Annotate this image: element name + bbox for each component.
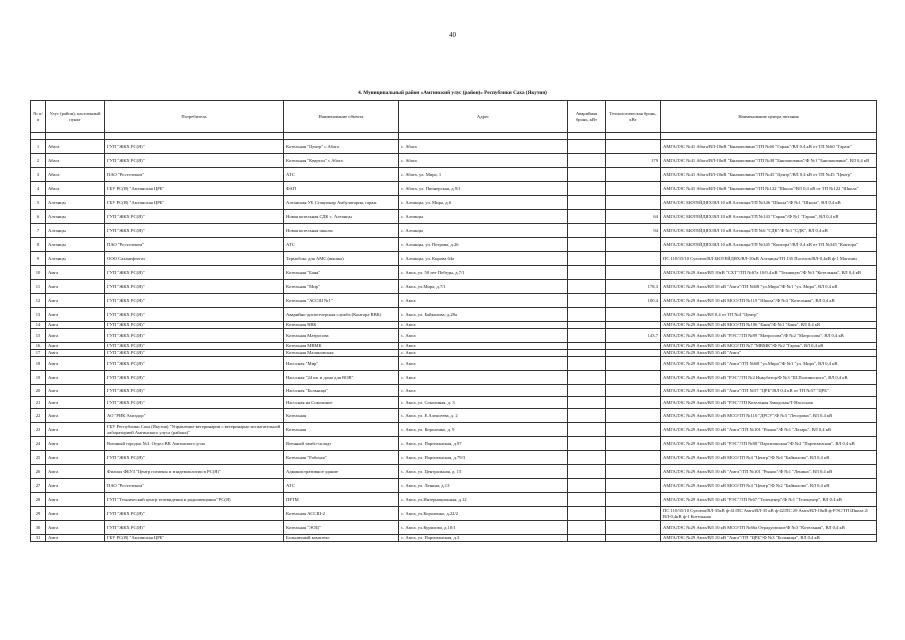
cell-consumer: ГУП "ЖКХ РС(Я)" [105,140,284,154]
cell-address: с. Амга [399,350,568,357]
cell-consumer: АО "РИК Амгадор" [105,409,284,423]
table-row [31,294,877,308]
cell-settlement: Амга [46,266,105,280]
cell-settlement: Амга [46,451,105,465]
cell-tech-reserve [606,521,661,535]
table-row [31,397,877,409]
cell-settlement: Алтанцы [46,252,105,266]
cell-power-center: АМГАЛЭС №29 Амга/ВЛ 0,4 от ТП №4 "Центр" [661,308,877,322]
cell-address: с. Амга [399,343,568,350]
cell-object: Котельная "Мир" [284,280,399,294]
cell-consumer: ГУП "ЖКХ РС(Я)" [105,371,284,385]
cell-settlement: Амга [46,493,105,507]
cell-address: с. Амга, ул. Ленина, д.13 [399,479,568,493]
header-address: Адрес [399,101,568,133]
cell-power-center: АМГАЛЭС №29 Амга/ВЛ 10 кВ "Амга"/ТП №6В "ул.Мира"/Ф №1 "ул. Мира", ВЛ 0,4 кВ [661,357,877,371]
cell-object: АТС [284,238,399,252]
table-row [31,465,877,479]
cell-settlement: Абага [46,168,105,182]
cell-emergency-reserve [568,521,606,535]
cell-num: 16 [31,343,46,350]
cell-address: с. Абага [399,140,568,154]
cell-num: 6 [31,210,46,224]
cell-emergency-reserve [568,168,606,182]
cell-num: 30 [31,521,46,535]
cell-tech-reserve [606,479,661,493]
cell-num: 26 [31,465,46,479]
cell-power-center: АМГАЛЭС №29 Амга/ВЛ 10 кВ "Амга"/ТП №101 "Рынок"/Ф №1 "Лазарь", ВЛ 0,4 кВ [661,423,877,437]
cell-power-center: АМГАЛЭС №29 Амга/ВЛ 10 кВ "РЭС"/ТП №67 "Телецентр"/Ф №1 "Телецентр", ВЛ 0,4 кВ [661,493,877,507]
cell-power-center: АМГАЛЭС №29 Амга/ВЛ 10 кВ "Амга"/ТП №101 "Рынок"/Ф №1 "Ленина", ВЛ 0,4 кВ [661,465,877,479]
cell-emergency-reserve [568,465,606,479]
cell-power-center: АМГАЛЭС №41 Абага/ВЛ-10кВ "Бянчаповина"/ТП №45 "Центр"/ВЛ 0,4 кВ от ТП №45 "Центр" [661,168,877,182]
table-row [31,308,877,322]
cell-tech-reserve [606,493,661,507]
cell-address: с. Амга [399,357,568,371]
cell-address: с. Амга [399,385,568,397]
page-number: 40 [449,31,456,39]
cell-consumer: ГУП "ЖКХ РС(Я)" [105,308,284,322]
cell-num: 27 [31,479,46,493]
cell-power-center: АМГАЛЭС №29 Амга/ВЛ 10 кВ МСО/ТП №106 "Баня"/Ф №1 "Баня", ВЛ 0,4 кВ [661,322,877,329]
cell-power-center: АМГАЛЭС №29 Амга/ВЛ 10 кВ МСО/ТП №4 "Центр"/Ф №4 "Байкалова", ВЛ 0,4 кВ [661,451,877,465]
cell-settlement: Абага [46,182,105,196]
cell-object: Котельная [284,423,399,437]
cell-power-center: АМГАЛЭС №41 Абага/ВЛ-10кВ "Бянчаповина"/ТП №60 "Гараж"/ВЛ 0,4 кВ от ТП №60 "Гараж" [661,140,877,154]
table-row [31,210,877,224]
cell-object: Котельная Малиновская [284,350,399,357]
table-body [31,133,877,542]
cell-emergency-reserve [568,357,606,371]
cell-emergency-reserve [568,507,606,521]
cell-object: Насосная "24 кв. и дома для ВОВ" [284,371,399,385]
cell-num: 7 [31,224,46,238]
spacer-row [31,133,877,140]
cell-num: 1 [31,140,46,154]
table-row [31,196,877,210]
cell-settlement: Амга [46,322,105,329]
cell-emergency-reserve [568,140,606,154]
cell-object: Котельная "Рабочая" [284,451,399,465]
cell-num: 14 [31,322,46,329]
cell-power-center: АМГАЛЭС №29 Амга/ВЛ 10 кВ МСО/ТП №66а Отрадуовское/Ф №3 "Котельная", ВЛ 0,4 кВ [661,521,877,535]
cell-object: Больничный комплекс [284,535,399,542]
cell-tech-reserve [606,397,661,409]
cell-consumer: Филиал ФБУЗ "Центр гигиены и эпидемиологии в РС(Я)" [105,465,284,479]
cell-consumer: ГБУ РС(Я) "Амгинская ЦРБ" [105,535,284,542]
cell-power-center: АМГАЛЭС БЮТЕЙДЯХ/ВЛ 10 кВ Алтанцы/ТП №143 "Гараж"/Ф №1 "Гараж", ВЛ 0,4 кВ [661,210,877,224]
cell-consumer: ООО Саханефтегаз [105,252,284,266]
cell-address: с. Алтанцы, ул. Мира, д.6 [399,196,568,210]
cell-consumer: ГУП "ЖКХ РС(Я)" [105,507,284,521]
cell-emergency-reserve [568,479,606,493]
cell-object: Аварийно-диспетчерская служба (Контора ВВК) [284,308,399,322]
cell-consumer: ГУП "ЖКХ РС(Я)" [105,266,284,280]
cell-power-center: АМГАЛЭС №29 Амга/ВЛ 10кВ "СХТ"/ТП №67а 10/0,4 кВ "Техникум"/Ф №3 "Котельная", ВЛ 0,4 кВ [661,266,877,280]
cell-address: с. Абага, ул. Мира, 1 [399,168,568,182]
cell-settlement: Амга [46,479,105,493]
cell-object: Новая котельная СДК с. Алтанцы [284,210,399,224]
cell-object: Котельная "АССШ №1" [284,294,399,308]
cell-tech-reserve [606,196,661,210]
cell-consumer: ГУП "ЖКХ РС(Я)" [105,451,284,465]
cell-tech-reserve [606,343,661,350]
table-row [31,409,877,423]
cell-tech-reserve: 100,4 [606,294,661,308]
cell-consumer: ПАО "Ростелеком" [105,479,284,493]
cell-address: с. Амга, ул. Короленко, д. 9 [399,423,568,437]
cell-object: ФАП [284,182,399,196]
cell-num: 17 [31,350,46,357]
table-row [31,423,877,437]
cell-settlement: Алтанцы [46,210,105,224]
cell-num: 4 [31,182,46,196]
cell-emergency-reserve [568,210,606,224]
cell-object: АТС [284,168,399,182]
table-row [31,507,877,521]
table-row [31,224,877,238]
cell-power-center: АМГАЛЭС БЮТЕЙДЯХ/ВЛ 10 кВ Алтанцы/ТП №6 "СДК"/Ф №1 "СДК", ВЛ 0,4 кВ [661,224,877,238]
header-power-center: Наименование центра питания [661,101,877,133]
table-row [31,329,877,343]
cell-num: 10 [31,266,46,280]
cell-power-center: АМГАЛЭС БЮТЕЙДЯХ/ВЛ 10 кВ Алтанцы/ТП №345 "Контора"/ВЛ 0,4 кВ от ТП №345 "Контора" [661,238,877,252]
cell-settlement: Амга [46,409,105,423]
cell-settlement: Амга [46,357,105,371]
cell-object: Котельная Матросова [284,329,399,343]
cell-emergency-reserve [568,196,606,210]
cell-consumer: ГУП "ЖКХ РС(Я)" [105,329,284,343]
cell-tech-reserve [606,437,661,451]
cell-num: 5 [31,196,46,210]
cell-tech-reserve [606,451,661,465]
cell-num: 21 [31,397,46,409]
cell-tech-reserve [606,371,661,385]
cell-tech-reserve [606,507,661,521]
cell-object: Термобокс для АМС (вышка) [284,252,399,266]
cell-consumer: ГУП "ЖКХ РС(Я)" [105,357,284,371]
cell-object: Котельная ВВК [284,322,399,329]
cell-consumer: ГУП "ЖКХ РС(Я)" [105,385,284,397]
cell-address: с. Амга, ул.Курилова, д.10/1 [399,521,568,535]
cell-address: с. Алтанцы [399,210,568,224]
cell-consumer: ГУП "ЖКХ РС(Я)" [105,397,284,409]
cell-address: с. Алтанцы, ул. Кирова 64а [399,252,568,266]
cell-num: 8 [31,238,46,252]
cell-consumer: ГБУ РС(Я) "Амгинская ЦРБ" [105,196,284,210]
cell-object: Котельная "Центр" с.Абага [284,140,399,154]
cell-object: Насосная на Соколиное [284,397,399,409]
cell-address: с. Амга, ул.Мира, д.7/1 [399,280,568,294]
cell-power-center: АМГАЛЭС БЮТЕЙДЯХ/ВЛ 10 кВ Алтанцы/ТП №346 "Школа"/Ф №1 "Школа", ВЛ 0,4 кВ [661,196,877,210]
header-emergency-reserve: Аварийная бронь, кВт [568,101,606,133]
cell-power-center: АМГАЛЭС №29 Амга/ВЛ 10 кВ "РЭС"/ТП №2 Инкубатор/Ф №3 "Ш.Полиниского", ВЛ 0,4 кВ [661,371,877,385]
cell-object: Административное здание [284,465,399,479]
cell-consumer: ГУП "ЖКХ РС(Я)" [105,521,284,535]
header-consumer: Потребитель [105,101,284,133]
table-row [31,343,877,350]
cell-tech-reserve [606,252,661,266]
cell-settlement: Амга [46,423,105,437]
cell-address: с. Амга, ул. Партизанская, д.3 [399,535,568,542]
cell-address: с. Алтанцы, ул. Петрова, д.26 [399,238,568,252]
table-row [31,168,877,182]
cell-num: 11 [31,280,46,294]
cell-num: 23 [31,423,46,437]
cell-tech-reserve [606,266,661,280]
cell-settlement: Алтанцы [46,238,105,252]
cell-tech-reserve: 64 [606,210,661,224]
cell-emergency-reserve [568,322,606,329]
cell-tech-reserve [606,535,661,542]
cell-tech-reserve [606,465,661,479]
cell-address: с. Амга [399,329,568,343]
cell-address: с. Амга, ул. Партизанская, д.79/3 [399,451,568,465]
cell-emergency-reserve [568,154,606,168]
table-row [31,493,877,507]
cell-power-center: АМГАЛЭС №41 Абага/ВЛ-10кВ "Бянчаповина"/ТП №48 "Бянчаповина"/Ф №1 "Бянчаповина", ВЛ 0,4 кВ [661,154,877,168]
cell-emergency-reserve [568,371,606,385]
table-row [31,182,877,196]
table-row [31,521,877,535]
cell-tech-reserve [606,168,661,182]
table-row [31,266,877,280]
cell-address: с. Абага, ул. Пионерская, д.9/1 [399,182,568,196]
cell-power-center: АМГАЛЭС №29 Амга/ВЛ 10 кВ МСО/ТП №4 "Центр"/Ф №2 "Байкалова", ВЛ 0,4 кВ [661,479,877,493]
cell-settlement: Амга [46,437,105,451]
cell-power-center: АМГАЛЭС №29 Амга/ВЛ 10 кВ "РЭС"/ТП Котельная Заводская/Т-Насосная [661,397,877,409]
cell-object: Котельная МВМК [284,343,399,350]
cell-settlement: Амга [46,329,105,343]
cell-emergency-reserve [568,238,606,252]
table-row [31,535,877,542]
cell-object: Котельная "ЭОЦ" [284,521,399,535]
cell-tech-reserve [606,182,661,196]
cell-consumer: ГУП "ЖКХ РС(Я)" [105,224,284,238]
cell-tech-reserve [606,140,661,154]
cell-tech-reserve [606,409,661,423]
cell-settlement: Амга [46,308,105,322]
cell-consumer: ГУП "ЖКХ РС(Я)" [105,322,284,329]
cell-object: Военный тамбо-складт [284,437,399,451]
cell-address: с. Амга [399,322,568,329]
cell-object: ПРТМ [284,493,399,507]
cell-num: 29 [31,507,46,521]
cell-consumer: ГУП "Технический центр телевидения и радиовещания" РС(Я) [105,493,284,507]
cell-consumer: ГУП "ЖКХ РС(Я)" [105,280,284,294]
cell-num: 25 [31,451,46,465]
cell-address: с. Амга, ул. Е.Алексеева, д. 2 [399,409,568,423]
cell-power-center: АМГАЛЭС №29 Амга/ВЛ 10 кВ МСО/ТП №119 "Школа"/Ф №3 "Котельная", ВЛ 0,4 кВ [661,294,877,308]
cell-settlement: Амга [46,397,105,409]
cell-object: Котельная "Баня" [284,266,399,280]
table-row [31,371,877,385]
cell-tech-reserve: 94 [606,224,661,238]
table-row [31,437,877,451]
cell-emergency-reserve [568,397,606,409]
cell-address: с. Амга, ул. Байкалова, д.28а [399,308,568,322]
cell-address: с. Амга [399,294,568,308]
cell-emergency-reserve [568,535,606,542]
header-num: № п/п [31,101,46,133]
cell-consumer: ГБУ РС(Я) "Амгинская ЦРБ" [105,182,284,196]
table-row [31,350,877,357]
cell-address: с. Амга, ул.Интернационная, д.12 [399,493,568,507]
cell-address: с. Амга, ул. Центральная, д. 15 [399,465,568,479]
cell-num: 22 [31,409,46,423]
table-row [31,451,877,465]
table-row [31,385,877,397]
cell-consumer: ГУП "ЖКХ РС(Я)" [105,350,284,357]
cell-object: Насосная "Больница" [284,385,399,397]
cell-consumer: Военный городок №3. Отдел ВК Амгинского р-на [105,437,284,451]
cell-consumer: ГУП "ЖКХ РС(Я)" [105,154,284,168]
cell-settlement: Амга [46,294,105,308]
cell-power-center: АМГАЛЭС №29 Амга/ВЛ 10 кВ "РЭС"/ТП №89 "Матросова"/Ф №2 "Матросова", ВЛ 0,4 кВ [661,329,877,343]
cell-settlement: Абага [46,140,105,154]
table-row [31,252,877,266]
cell-consumer: ГУП "ЖКХ РС(Я)" [105,343,284,350]
cell-tech-reserve: 143,7 [606,329,661,343]
cell-consumer: ПАО "Ростелеком" [105,168,284,182]
cell-tech-reserve [606,238,661,252]
table-row [31,154,877,168]
cell-emergency-reserve [568,423,606,437]
cell-power-center: ПС 110/35/10 Сулгачи/ВЛ БЮТЕЙДЯХ/ВЛ-10кВ Алтанцы/ТП 135 Поселок/ВЛ-0,4кВ ф-1 Магазин [661,252,877,266]
cell-tech-reserve: 178,3 [606,280,661,294]
cell-tech-reserve [606,322,661,329]
cell-power-center: АМГАЛЭС №29 Амга/ВЛ 10 кВ "Амга"/ТП №6В "ул.Мира"/Ф №1 "ул. Мира", ВЛ 0,4 кВ [661,280,877,294]
cell-power-center: АМГАЛЭС №29 Амга/ВЛ 10 кВ "Амга"/ТП "ЦРБ"/Ф №3 "Больница", ВЛ 0,4 кВ [661,535,877,542]
cell-settlement: Амга [46,343,105,350]
cell-object: Новая котельная школы [284,224,399,238]
cell-consumer: ГБУ Республики Саха (Якутия) "Управление ветеринарии с ветеринарно-испытательной лабораторией Амгинского улуса (района)" [105,423,284,437]
cell-power-center: ПС 110/35/10 Сулгачи/ВЛ-35кВ ф-41/ПС Амга/ВЛ-35 кВ ф-42/ПС 29 Амга/ВЛ-10кВ ф-РЭС/ТП Школа 2/ВЛ-0,4кВ ф-1 Котельная [661,507,877,521]
cell-tech-reserve [606,308,661,322]
cell-address: с. Алтанцы [399,224,568,238]
cell-settlement: Амга [46,280,105,294]
cell-address: с. Амга, ул.Короленко, д.22/2 [399,507,568,521]
cell-emergency-reserve [568,252,606,266]
cell-num: 9 [31,252,46,266]
cell-settlement: Амга [46,535,105,542]
cell-settlement: Амга [46,350,105,357]
cell-emergency-reserve [568,294,606,308]
cell-power-center: АМГАЛЭС №29 Амга/ВЛ 10 кВ "Амга"/ТП №57 "ЦРБ"/ВЛ 0,4 кВ от ТП №57 "ЦРБ" [661,385,877,397]
cell-emergency-reserve [568,350,606,357]
cell-num: 3 [31,168,46,182]
cell-address: с. Амга [399,371,568,385]
cell-object: Насосная "Мир" [284,357,399,371]
cell-emergency-reserve [568,493,606,507]
cell-power-center: АМГАЛЭС №29 Амга/ВЛ 10 кВ "Амга" [661,350,877,357]
cell-num: 18 [31,357,46,371]
cell-num: 15 [31,329,46,343]
cell-consumer: ГУП "ЖКХ РС(Я)" [105,294,284,308]
cell-object: Котельная АССШ-2 [284,507,399,521]
cell-tech-reserve [606,423,661,437]
cell-power-center: АМГАЛЭС №41 Абага/ВЛ-10кВ "Бянчаповина"/ТП №122 "Школа"/ВЛ 0,4 кВ от ТП №122 "Школа" [661,182,877,196]
cell-emergency-reserve [568,182,606,196]
cell-power-center: АМГАЛЭС №29 Амга/ВЛ 10 кВ "РЭС"/ТП №88 "Партизанская"/Ф №2 "Партизанская", ВЛ 0,4 кВ [661,437,877,451]
cell-settlement: Амга [46,465,105,479]
cell-emergency-reserve [568,437,606,451]
cell-tech-reserve [606,350,661,357]
cell-address: с. Амга, ул. Соколиная, д. 3 [399,397,568,409]
cell-tech-reserve [606,357,661,371]
cell-emergency-reserve [568,343,606,350]
cell-tech-reserve [606,385,661,397]
cell-num: 2 [31,154,46,168]
cell-emergency-reserve [568,308,606,322]
reserve-table [30,100,877,542]
cell-settlement: Амга [46,507,105,521]
cell-emergency-reserve [568,409,606,423]
cell-num: 19 [31,371,46,385]
cell-emergency-reserve [568,329,606,343]
cell-address: с. Абага [399,154,568,168]
table-row [31,280,877,294]
cell-settlement: Амга [46,521,105,535]
header-settlement: Улус (район), населенный пункт [46,101,105,133]
table-row [31,322,877,329]
table-row [31,357,877,371]
cell-emergency-reserve [568,266,606,280]
cell-power-center: АМГАЛЭС №29 Амга/ВЛ 10 кВ МСО/ТП №110 "ДРСУ"/Ф №3 "Лесорама", ВЛ 0,4 кВ [661,409,877,423]
cell-num: 31 [31,535,46,542]
cell-address: с. Амга, ул. 50 лет Победы, д.7/1 [399,266,568,280]
cell-object: АТС [284,479,399,493]
cell-num: 20 [31,385,46,397]
cell-consumer: ПАО "Ростелеком" [105,238,284,252]
cell-num: 24 [31,437,46,451]
cell-num: 28 [31,493,46,507]
cell-settlement: Абага [46,154,105,168]
cell-object: Алтанская УБ Стационар Амбулатория, гараж [284,196,399,210]
cell-object: Котельная "Квартал" с.Абага [284,154,399,168]
cell-num: 13 [31,308,46,322]
table-row [31,140,877,154]
cell-emergency-reserve [568,385,606,397]
table-header-row [31,101,877,133]
cell-address: с. Амга, ул. Партизанская, д.97 [399,437,568,451]
section-title: 4. Муниципальный район «Амгинский улус (район)» Республики Саха (Якутия) [358,90,547,96]
cell-object: Котельная [284,409,399,423]
cell-num: 12 [31,294,46,308]
cell-emergency-reserve [568,451,606,465]
table-row [31,479,877,493]
cell-settlement: Амга [46,371,105,385]
cell-settlement: Алтанцы [46,224,105,238]
cell-emergency-reserve [568,224,606,238]
table-row [31,238,877,252]
cell-tech-reserve: 179 [606,154,661,168]
header-tech-reserve: Технологическая бронь, кВт [606,101,661,133]
cell-consumer: ГУП "ЖКХ РС(Я)" [105,210,284,224]
header-object: Наименование объекта [284,101,399,133]
cell-power-center: АМГАЛЭС №29 Амга/ВЛ 10 кВ МСО/ТП №7 "МВМК"/Ф №2 "Гараж", ВЛ 0,4 кВ [661,343,877,350]
cell-emergency-reserve [568,280,606,294]
cell-settlement: Алтанцы [46,196,105,210]
cell-settlement: Амга [46,385,105,397]
